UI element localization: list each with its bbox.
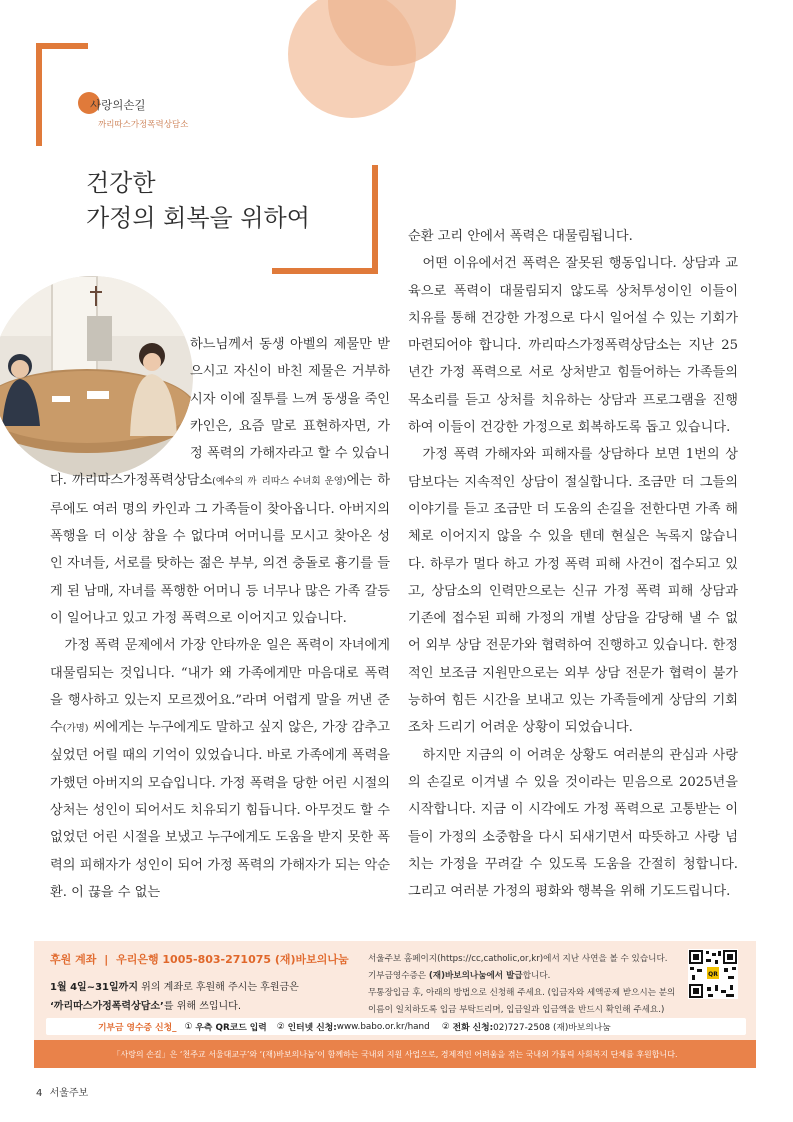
phone-number: 02)727-2508 (재)바보의나눔 xyxy=(493,1023,611,1033)
corner-bracket xyxy=(372,165,378,273)
corner-bracket xyxy=(36,43,88,49)
qr-code-icon[interactable] xyxy=(688,949,738,999)
section-name: 사랑의손길 xyxy=(90,98,146,112)
paragraph: 가정 폭력 가해자와 피해자를 상담하다 보면 1번의 상담보다는 지속적인 상담이 절실합니다. 조금만 더 그들의 이야기를 듣고 조금만 더 도움의 손길을 전한다면 가족 해체로 이어지지 않을 수 있을 텐데 현실은 녹록지 않습니다. 하루가 멀다 하고 가정 폭력 피해 사건이 접수되고 있고, 상담소의 인력만으로는 신규 가정 폭력 피해 상담과 기존에 접수된 피해 가정의 개별 상담을 감당해 낼 수 없어 외부 상담 전문가와 협력하여 진행하고 있습니다. 한정적인 보조금 지원만으로는 외부 상담 전문가 협력이 불가능하여 힘든 시간을 보내고 있는 가족들에게 상담의 기회조차 드리기 어려운 상황이 되었습니다. xyxy=(408,447,738,736)
title-line-2: 가정의 회복을 위하여 xyxy=(86,204,310,232)
paragraph: 하지만 지금의 이 어려운 상황도 여러분의 관심과 사랑의 손길로 이겨낼 수 있을 것이라는 믿음으로 2025년을 시작합니다. 지금 이 시각에도 가정 폭력으로 고통받는 이들이 가정의 소중함을 다시 되새기면서 따뜻하고 사랑 넘치는 가정을 꾸려갈 수 있도록 도움을 간절히 청합니다. 그리고 여러분 가정의 평화와 행복을 위해 기도드립니다. xyxy=(408,747,738,900)
corner-bracket xyxy=(272,268,378,274)
section-subtitle: 까리따스가정폭력상담소 xyxy=(98,120,189,130)
paragraph: 순환 고리 안에서 폭력은 대물림됩니다. xyxy=(408,229,633,244)
qr-option: 우측 QR코드 입력 xyxy=(195,1023,267,1033)
corner-bracket xyxy=(36,43,42,146)
article-right-column xyxy=(408,223,738,905)
article-left-column xyxy=(50,331,390,906)
homepage-note: 서울주보 홈페이지(https://cc,catholic,or,kr)에서 지난 사연을 볼 수 있습니다. xyxy=(368,954,668,964)
donation-period: 1월 4일~31일까지 위의 계좌로 후원해 주시는 후원금은 ‘까리따스가정폭력상담소’를 위해 쓰입니다. xyxy=(50,982,299,1012)
title-line-1: 건강한 xyxy=(86,169,156,197)
receipt-apply-label: 기부금 영수증 신청_ xyxy=(98,1023,177,1033)
publication-name: 서울주보 xyxy=(49,1088,89,1099)
web-link[interactable]: www.babo.or.kr/hand xyxy=(336,1021,430,1032)
paragraph: 하느님께서 동생 아벨의 제물만 받으시고 자신이 바친 제물은 거부하시자 이에 질투를 느껴 동생을 죽인 카인은, 요즘 말로 표현하자면, 가정 폭력의 가해자라고 할 수 있습니다. 까리따스가정폭력상담소(예수의 까 리따스 수녀회 운영)에는 하루에도 여러 명의 카인과 그 가족들이 찾아옵니다. 아버지의 폭행을 더 이상 참을 수 없다며 어머니를 모시고 찾아온 성인 자녀들, 서로를 탓하는 젊은 부부, 의견 충돌로 흉기를 들게 된 남매, 자녀를 폭행한 어머니 등 너무나 많은 가족 갈등이 일어나고 있고 가정 폭력으로 이어지고 있습니다. xyxy=(50,337,390,626)
svg-text:QR: QR xyxy=(708,971,718,978)
page-footer xyxy=(36,1084,88,1099)
program-description-bar: 「사랑의 손길」은 ‘천주교 서울대교구’와 ‘(재)바보의나눔’이 함께하는 국내외 지원 사업으로, 경제적인 어려움을 겪는 국내외 가톨릭 사회복지 단체를 후원합니다. xyxy=(34,1040,756,1068)
donation-account: 후원 계좌 | 우리은행 1005-803-271075 (재)바보의나눔 xyxy=(50,953,349,966)
paragraph: 가정 폭력 문제에서 가장 안타까운 일은 폭력이 자녀에게 대물림되는 것입니다. “내가 왜 가족에게만 마음대로 폭력을 행사하고 있는지 모르겠어요.”라며 어렵게 말을 꺼낸 준수(가명) 씨에게는 누구에게도 말하고 싶지 않은, 가장 감추고 싶었던 어릴 때의 기억이 있었습니다. 바로 가족에게 폭력을 가했던 아버지의 모습입니다. 가정 폭력을 당한 어린 시절의 상처는 성인이 되어서도 치유되기 힘듭니다. 아무것도 할 수 없었던 어린 시절을 보냈고 누구에게도 도움을 받지 못한 폭력의 피해자가 성인이 되어 가정 폭력의 가해자가 되는 악순환. 이 끊을 수 없는 xyxy=(50,638,390,900)
page-title xyxy=(86,166,310,236)
receipt-apply-bar: 기부금 영수증 신청_ ① 우측 QR코드 입력 ② 인터넷 신청: www.babo.or.kr/hand ② 전화 신청: 02)727-2508 (재)바보의나눔 xyxy=(46,1018,746,1035)
receipt-info: 서울주보 홈페이지(https://cc,catholic,or,kr)에서 지난 사연을 볼 수 있습니다. 기부금영수증은 (재)바보의나눔에서 발급합니다. 무통장입금 후, 아래의 방법으로 신청해 주세요. (입금자와 세액공제 받으시는 분의 이름이 일치하도록 입금 부탁드리며, 입금일과 입금액을 반드시 확인해 주세요.) xyxy=(368,951,688,1019)
paragraph: 어떤 이유에서건 폭력은 잘못된 행동입니다. 상담과 교육으로 폭력이 대물림되지 않도록 상처투성이인 이들이 치유를 통해 건강한 가정으로 다시 일어설 수 있는 기회가 마련되어야 합니다. 까리따스가정폭력상담소는 지난 25년간 가정 폭력으로 서로 상처받고 힘들어하는 가족들의 목소리를 듣고 상처를 치유하는 상담과 프로그램을 진행하여 이들이 건강한 가정으로 회복하도록 돕고 있습니다. xyxy=(408,256,738,436)
page-number: 4 xyxy=(36,1088,43,1099)
